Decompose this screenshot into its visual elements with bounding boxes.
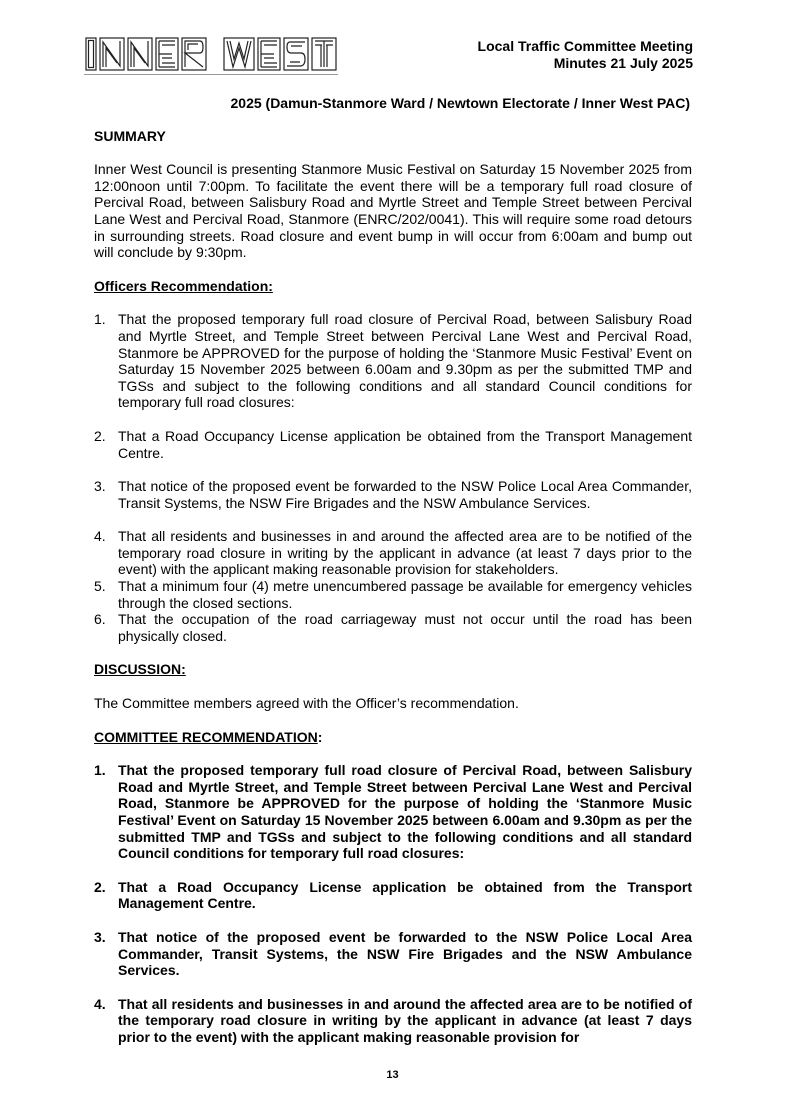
discussion-heading: DISCUSSION: bbox=[94, 661, 186, 678]
summary-heading: SUMMARY bbox=[94, 127, 166, 144]
meeting-title: Local Traffic Committee Meeting bbox=[477, 38, 693, 54]
minutes-date: Minutes 21 July 2025 bbox=[553, 55, 693, 71]
list-item: 1. That the proposed temporary full road closure of Percival Road, between Salisbury Road and Myrtle Street, and Temple Street between Percival Lane West and Percival Road, Stanmore be APPROVED for the purpose of holding the ‘Stanmore Music Festival’ Event on Saturday 15 November 2025 between 6.00am and 9.30pm as per the submitted TMP and TGSs and subject to the following conditions and all standard Council conditions for temporary full road closures: bbox=[94, 311, 692, 411]
ward-line: 2025 (Damun-Stanmore Ward / Newtown Electorate / Inner West PAC) bbox=[230, 95, 690, 111]
list-item: 4. That all residents and businesses in and around the affected area are to be notified of the temporary road closure in writing by the applicant in advance (at least 7 days prior to the event) with the applicant making reasonable provision for bbox=[94, 995, 692, 1045]
inner-west-logo bbox=[84, 34, 338, 74]
list-item: 6. That the occupation of the road carriageway must not occur until the road has been physically closed. bbox=[94, 611, 692, 644]
committee-recommendation-heading: COMMITTEE RECOMMENDATION: bbox=[94, 728, 323, 745]
officers-recommendation-heading: Officers Recommendation: bbox=[94, 277, 273, 294]
list-item: 2. That a Road Occupancy License application be obtained from the Transport Management Centre. bbox=[94, 878, 692, 912]
list-item: 5. That a minimum four (4) metre unencumbered passage be available for emergency vehicles through the closed sections. bbox=[94, 578, 692, 611]
officers-recommendation-list bbox=[94, 311, 692, 644]
page-number: 13 bbox=[386, 1069, 399, 1081]
page-header bbox=[478, 38, 693, 72]
list-item: 1. That the proposed temporary full road closure of Percival Road, between Salisbury Road and Myrtle Street, and Temple Street between Percival Lane West and Percival Road, Stanmore be APPROVED for the purpose of holding the ‘Stanmore Music Festival’ Event on Saturday 15 November 2025 between 6.00am and 9.30pm as per the submitted TMP and TGSs and subject to the following conditions and all standard Council conditions for temporary full road closures: bbox=[94, 762, 692, 862]
document-body bbox=[94, 95, 692, 1063]
list-item: 4. That all residents and businesses in and around the affected area are to be notified of the temporary road closure in writing by the applicant in advance (at least 7 days prior to the event) with the applicant making reasonable provision for stakeholders. bbox=[94, 528, 692, 578]
summary-text: Inner West Council is presenting Stanmore Music Festival on Saturday 15 November 2025 from 12:00noon until 7:00pm. To facilitate the event there will be a temporary full road closure of Percival Road, between Salisbury Road and Myrtle Street and Temple Street between Percival Lane West and Percival Road, Stanmore (ENRC/202/0041). This will require some road detours in surrounding streets. Road closure and event bump in will occur from 6:00am and bump out will conclude by 9:30pm. bbox=[94, 161, 692, 261]
list-item: 3. That notice of the proposed event be forwarded to the NSW Police Local Area Commander, Transit Systems, the NSW Fire Brigades and the NSW Ambulance Services. bbox=[94, 478, 692, 511]
committee-recommendation-list bbox=[94, 762, 692, 1045]
discussion-text: The Committee members agreed with the Officer’s recommendation. bbox=[94, 695, 519, 712]
list-item: 3. That notice of the proposed event be forwarded to the NSW Police Local Area Commander, Transit Systems, the NSW Fire Brigades and the NSW Ambulance Services. bbox=[94, 928, 692, 979]
logo-underline bbox=[84, 74, 338, 75]
list-item: 2. That a Road Occupancy License application be obtained from the Transport Management Centre. bbox=[94, 427, 692, 461]
